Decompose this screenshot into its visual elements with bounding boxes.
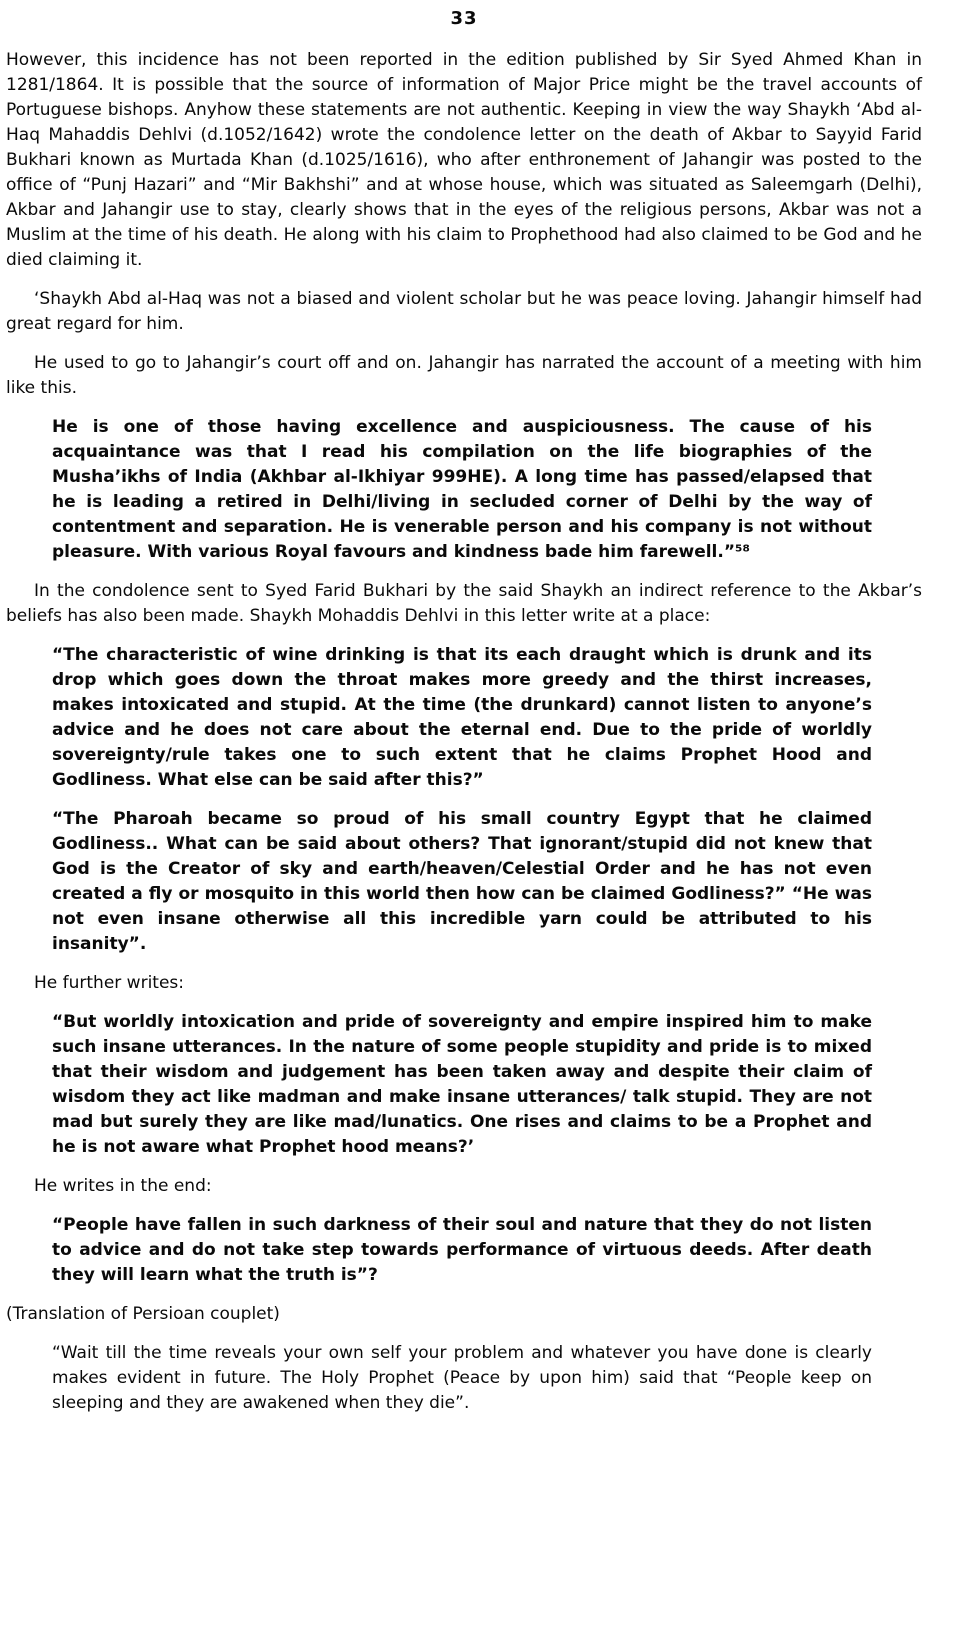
- blockquote-wine-drinking: “The characteristic of wine drinking is that its each draught which is drunk and its drop which goes down the throat makes more greedy and the thirst increases, makes intoxicated and stupid. At the time (the drunkard) cannot listen to anyone’s advice and he does not care about the eternal end. Due to the pride of worldly sovereignty/rule takes one to such extent that he claims Prophet Hood and Godliness. What else can be said after this?”: [52, 645, 872, 790]
- paragraph-intro: However, this incidence has not been reported in the edition published by Sir Syed Ahmed Khan in 1281/1864. It is possible that the source of information of Major Price might be the travel accounts of Portuguese bishops. Anyhow these statements are not authentic. Keeping in view the way Shaykh ‘Abd al-Haq Mahaddis Dehlvi (d.1052/1642) wrote the condolence letter on the death of Akbar to Sayyid Farid Bukhari known as Murtada Khan (d.1025/1616), who after enthronement of Jahangir was posted to the office of “Punj Hazari” and “Mir Bakhshi” and at whose house, which was situated as Saleemgarh (Delhi), Akbar and Jahangir use to stay, clearly shows that in the eyes of the religious persons, Akbar was not a Muslim at the time of his death. He along with his claim to Prophethood had also claimed to be God and he died claiming it.: [6, 50, 922, 270]
- page-number: 33: [450, 8, 478, 29]
- blockquote-worldly-intoxication: “But worldly intoxication and pride of sovereignty and empire inspired him to make such insane utterances. In the nature of some people stupidity and pride is to mixed that their wisdom and judgement has been taken away and despite their claim of wisdom they act like madman and make insane utterances/ talk stupid. They are not mad but surely they are like mad/lunatics. One rises and claims to be a Prophet and he is not aware what Prophet hood means?’: [52, 1012, 872, 1157]
- blockquote-persian-couplet: “Wait till the time reveals your own self your problem and whatever you have done is clearly makes evident in future. The Holy Prophet (Peace by upon him) said that “People keep on sleeping and they are awakened when they die”.: [52, 1343, 872, 1413]
- blockquote-pharoah: “The Pharoah became so proud of his small country Egypt that he claimed Godliness.. What can be said about others? That ignorant/stupid did not knew that God is the Creator of sky and earth/heaven/Celestial Order and he has not even created a fly or mosquito in this world then how can be claimed Godliness?” “He was not even insane otherwise all this incredible yarn could be attributed to his insanity”.: [52, 809, 872, 954]
- paragraph-he-writes-in-end: He writes in the end:: [34, 1176, 212, 1196]
- paragraph-court-visits: He used to go to Jahangir’s court off and on. Jahangir has narrated the account of a meeting with him like this.: [6, 353, 922, 398]
- paragraph-translation-note: (Translation of Persioan couplet): [6, 1304, 280, 1324]
- paragraph-condolence-reference: In the condolence sent to Syed Farid Bukhari by the said Shaykh an indirect reference to the Akbar’s beliefs has also been made. Shaykh Mohaddis Dehlvi in this letter write at a place:: [6, 581, 922, 626]
- paragraph-he-further-writes: He further writes:: [34, 973, 185, 993]
- blockquote-jahangir-account: He is one of those having excellence and auspiciousness. The cause of his acquaintance was that I read his compilation on the life biographies of the Musha’ikhs of India (Akhbar al-Ikhiyar 999HE). A long time has passed/elapsed that he is leading a retired in Delhi/living in secluded corner of Delhi by the way of contentment and separation. He is venerable person and his company is not without pleasure. With various Royal favours and kindness bade him farewell.”⁵⁸: [52, 417, 872, 562]
- blockquote-people-darkness: “People have fallen in such darkness of their soul and nature that they do not listen to advice and do not take step towards performance of virtuous deeds. After death they will learn what the truth is”?: [52, 1215, 872, 1285]
- paragraph-shaykh-character: ‘Shaykh Abd al-Haq was not a biased and violent scholar but he was peace loving. Jahangir himself had great regard for him.: [6, 289, 922, 334]
